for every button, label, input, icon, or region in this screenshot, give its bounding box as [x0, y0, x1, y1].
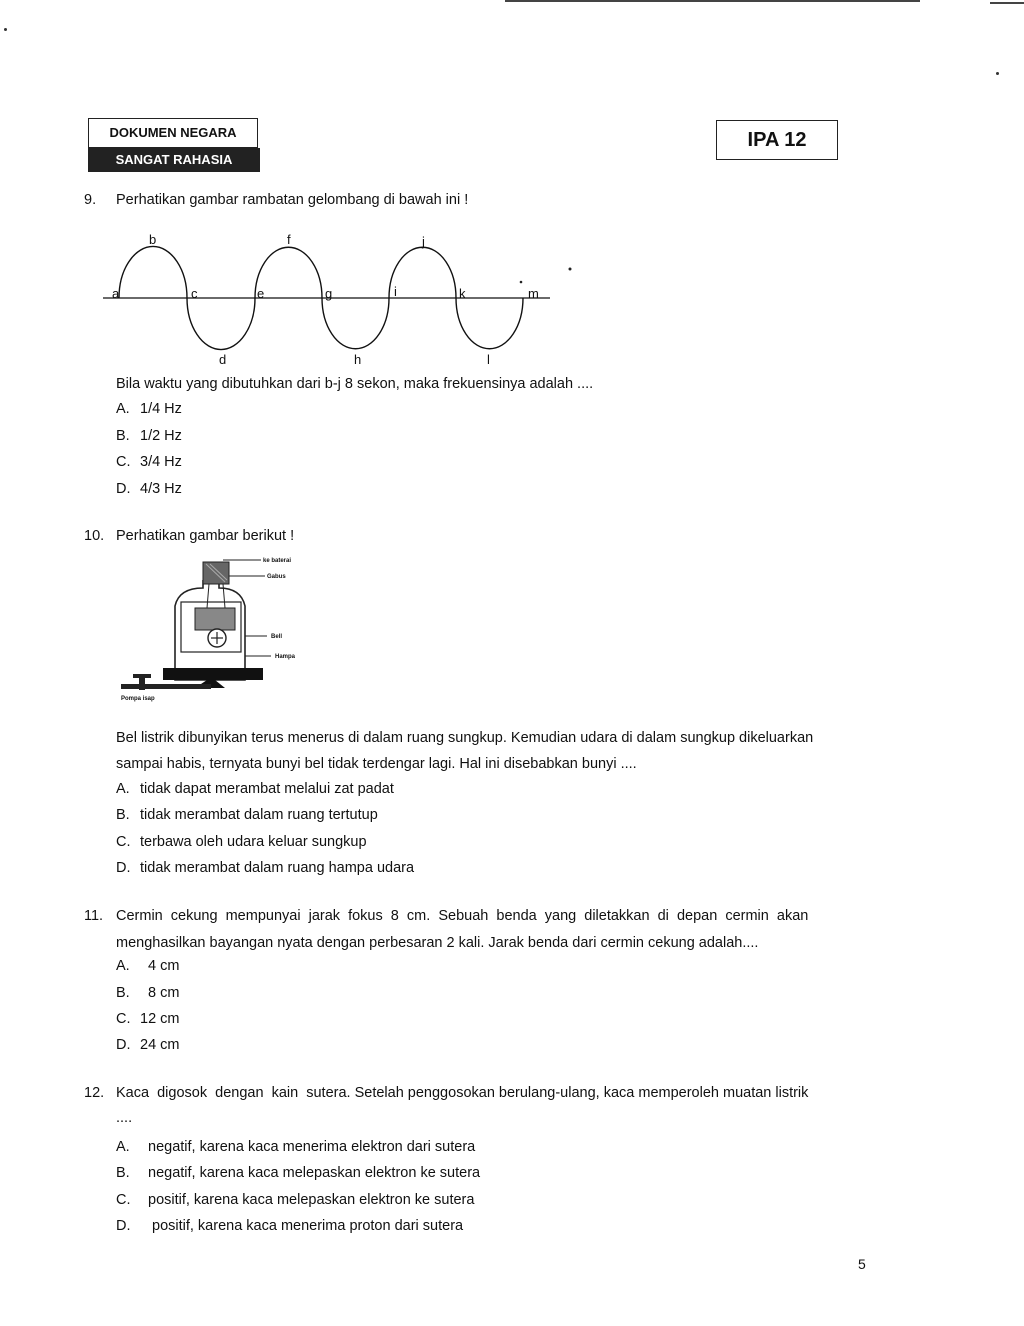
wave-label-f: f	[287, 232, 291, 247]
option-c[interactable]: C. 3/4 Hz	[116, 454, 182, 470]
classification-banner: SANGAT RAHASIA	[88, 148, 260, 172]
label-ke-baterai: ke baterai	[263, 558, 292, 564]
question-stem-line-1: Cermin cekung mempunyai jarak fokus 8 cm. Sebuah benda yang diletakkan di depan cermin akan	[116, 908, 809, 924]
wave-label-h: h	[354, 352, 362, 367]
question-number: 10.	[84, 528, 105, 544]
scan-artifact-line	[505, 0, 920, 2]
question-number: 9.	[84, 192, 97, 208]
option-b[interactable]: B. 8 cm	[116, 985, 180, 1001]
label-bell: Bell	[271, 634, 283, 640]
option-c[interactable]: C. positif, karena kaca melepaskan elektron ke sutera	[116, 1192, 475, 1208]
question-stem-line-1: Bel listrik dibunyikan terus menerus di dalam ruang sungkup. Kemudian udara di dalam sungkup dikeluarkan	[116, 730, 814, 746]
option-b[interactable]: B. negatif, karena kaca melepaskan elektron ke sutera	[116, 1165, 481, 1181]
option-a[interactable]: A. tidak dapat merambat melalui zat padat	[116, 781, 394, 797]
question-stem-line-2: sampai habis, ternyata bunyi bel tidak terdengar lagi. Hal ini disebabkan bunyi ....	[116, 756, 637, 772]
question-number: 11.	[84, 908, 104, 924]
question-prompt: Perhatikan gambar rambatan gelombang di bawah ini !	[116, 192, 469, 208]
wave-label-m: m	[528, 286, 539, 301]
option-a[interactable]: A. 4 cm	[116, 958, 180, 974]
option-c[interactable]: C. terbawa oleh udara keluar sungkup	[116, 834, 367, 850]
option-d[interactable]: D. positif, karena kaca menerima proton dari sutera	[116, 1218, 464, 1234]
option-d[interactable]: D. tidak merambat dalam ruang hampa udara	[116, 860, 415, 876]
scan-speck	[4, 28, 7, 31]
label-gabus: Gabus	[267, 574, 286, 580]
wave-label-c: c	[191, 286, 198, 301]
page-number: 5	[858, 1256, 866, 1272]
option-a[interactable]: A. 1/4 Hz	[116, 401, 182, 417]
document-type-label: DOKUMEN NEGARA	[88, 118, 258, 148]
question-stem-line-1: Kaca digosok dengan kain sutera. Setelah penggosokan berulang-ulang, kaca memperoleh muatan listrik	[116, 1085, 809, 1101]
question-stem: Bila waktu yang dibutuhkan dari b-j 8 sekon, maka frekuensinya adalah ....	[116, 376, 594, 392]
option-a[interactable]: A. negatif, karena kaca menerima elektron dari sutera	[116, 1139, 476, 1155]
option-c[interactable]: C. 12 cm	[116, 1011, 180, 1027]
question-stem-line-2: menghasilkan bayangan nyata dengan perbesaran 2 kali. Jarak benda dari cermin cekung adalah....	[116, 935, 759, 951]
option-d[interactable]: D. 4/3 Hz	[116, 481, 182, 497]
subject-code-box: IPA 12	[716, 120, 838, 160]
option-d[interactable]: D. 24 cm	[116, 1037, 180, 1053]
scan-artifact-line	[990, 2, 1024, 4]
question-prompt: Perhatikan gambar berikut !	[116, 528, 295, 544]
scan-speck	[569, 268, 572, 271]
label-pompa-isap: Pompa isap	[121, 696, 155, 702]
wave-label-k: k	[459, 286, 466, 301]
bell-jar-diagram	[115, 552, 315, 704]
base-plate	[163, 668, 263, 680]
wave-label-l: l	[487, 352, 490, 367]
question-number: 12.	[84, 1085, 105, 1101]
question-stem-line-2: ....	[116, 1110, 133, 1126]
wave-label-g: g	[325, 286, 333, 301]
scan-speck	[520, 281, 523, 284]
scan-speck	[996, 72, 999, 75]
wave-label-a: a	[112, 286, 120, 301]
wave-label-j: j	[422, 234, 425, 249]
wave-label-d: d	[219, 352, 227, 367]
option-b[interactable]: B. tidak merambat dalam ruang tertutup	[116, 807, 378, 823]
wave-label-e: e	[257, 286, 265, 301]
option-b[interactable]: B. 1/2 Hz	[116, 428, 182, 444]
wave-diagram	[95, 228, 585, 370]
wave-label-i: i	[394, 284, 397, 299]
wave-label-b: b	[149, 232, 157, 247]
label-hampa: Hampa	[275, 654, 296, 660]
